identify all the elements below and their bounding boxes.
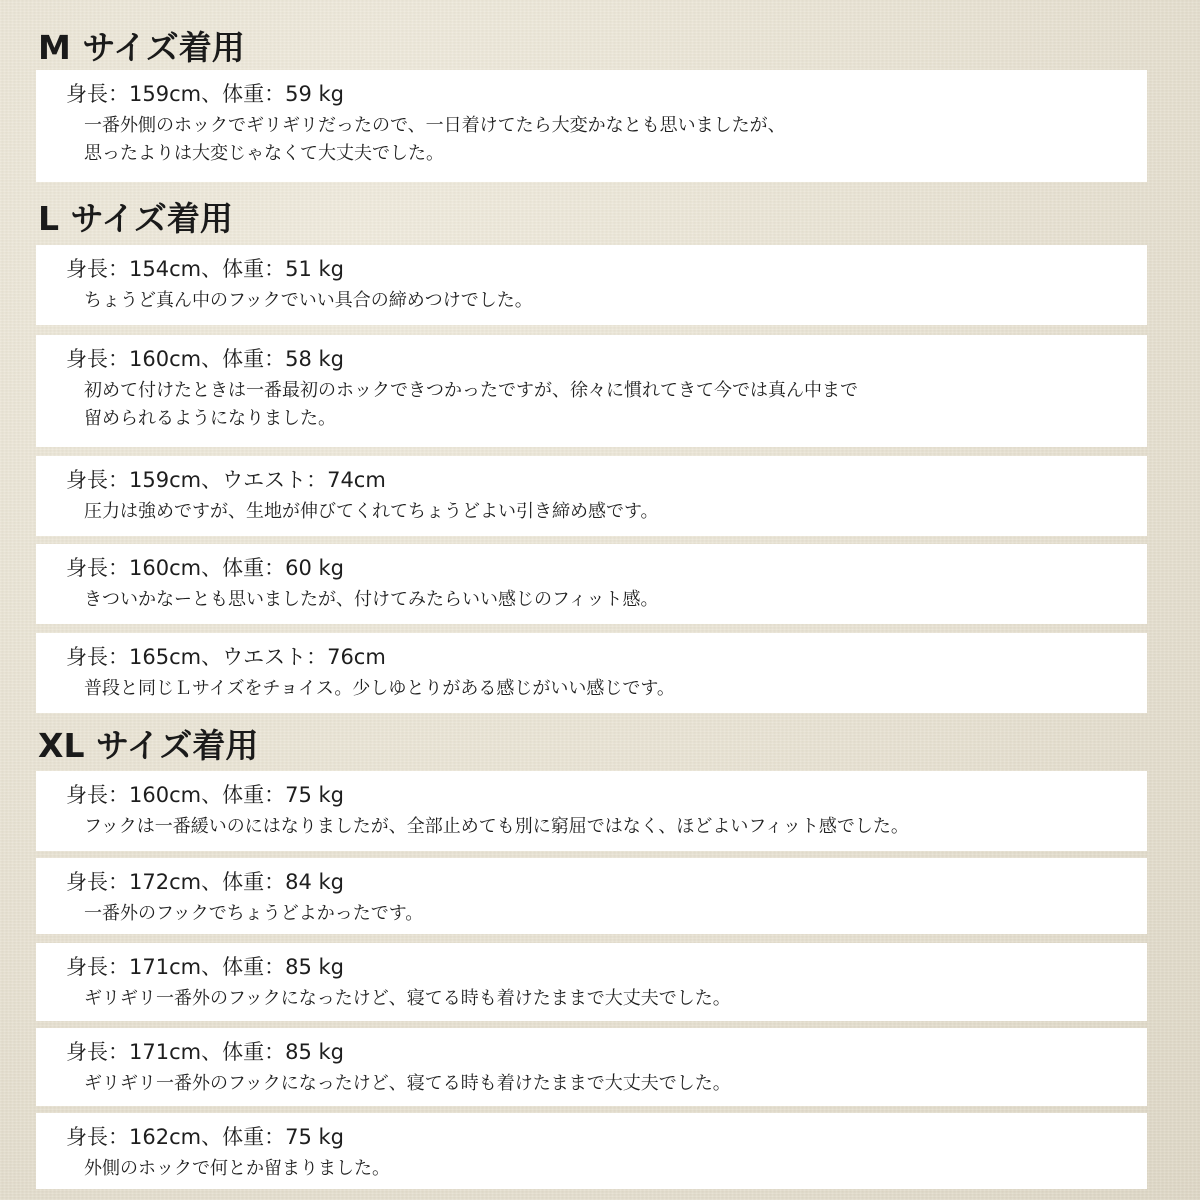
section-heading-xl: XL サイズ着用 [38, 726, 259, 765]
review-meta: 身長：160cm、体重：58 kg [66, 347, 344, 371]
review-meta: 身長：172cm、体重：84 kg [66, 870, 344, 894]
comment-line: 普段と同じＬサイズをチョイス。少しゆとりがある感じがいい感じです。 [84, 678, 675, 699]
comment-line: 外側のホックで何とか留まりました。 [84, 1158, 390, 1179]
review-card [36, 70, 1147, 182]
comment-line: 初めて付けたときは一番最初のホックできつかったですが、徐々に慣れてきて今では真ん中まで [84, 380, 858, 401]
review-meta: 身長：171cm、体重：85 kg [66, 955, 344, 979]
comment-line: 一番外のフックでちょうどよかったです。 [84, 903, 424, 924]
review-meta: 身長：154cm、体重：51 kg [66, 257, 344, 281]
comment-line: ギリギリ一番外のフックになったけど、寝てる時も着けたままで大丈夫でした。 [84, 1073, 731, 1094]
review-comment [66, 112, 1147, 168]
comment-line: ギリギリ一番外のフックになったけど、寝てる時も着けたままで大丈夫でした。 [84, 988, 731, 1009]
review-meta: 身長：171cm、体重：85 kg [66, 1040, 344, 1064]
review-comment [66, 586, 1147, 614]
review-meta: 身長：160cm、体重：60 kg [66, 556, 344, 580]
comment-line: フックは一番緩いのにはなりましたが、全部止めても別に窮屈ではなく、ほどよいフィット感でした。 [84, 816, 909, 837]
review-card [36, 544, 1147, 624]
review-card [36, 1113, 1147, 1189]
review-meta: 身長：159cm、体重：59 kg [66, 82, 344, 106]
comment-line: 圧力は強めですが、生地が伸びてくれてちょうどよい引き締め感です。 [84, 501, 659, 522]
section-heading-l: L サイズ着用 [38, 199, 233, 238]
comment-line: 留められるようになりました。 [84, 408, 336, 429]
review-meta: 身長：162cm、体重：75 kg [66, 1125, 344, 1149]
review-comment [66, 675, 1147, 703]
review-card [36, 245, 1147, 325]
review-comment [66, 900, 1147, 928]
review-meta: 身長：160cm、体重：75 kg [66, 783, 344, 807]
review-card [36, 771, 1147, 851]
review-card [36, 1028, 1147, 1106]
review-comment [66, 377, 1147, 433]
review-card [36, 858, 1147, 934]
review-comment [66, 498, 1147, 526]
review-card [36, 456, 1147, 536]
comment-line: 一番外側のホックでギリギリだったので、一日着けてたら大変かなとも思いましたが、 [84, 115, 786, 136]
comment-line: きついかなーとも思いましたが、付けてみたらいい感じのフィット感。 [84, 589, 659, 610]
review-comment [66, 1070, 1147, 1098]
review-comment [66, 1155, 1147, 1183]
review-card [36, 335, 1147, 447]
review-comment [66, 813, 1147, 841]
review-meta: 身長：159cm、ウエスト：74cm [66, 468, 386, 492]
review-comment [66, 287, 1147, 315]
comment-line: 思ったよりは大変じゃなくて大丈夫でした。 [84, 143, 444, 164]
comment-line: ちょうど真ん中のフックでいい具合の締めつけでした。 [84, 290, 533, 311]
review-meta: 身長：165cm、ウエスト：76cm [66, 645, 386, 669]
review-card [36, 633, 1147, 713]
section-heading-m: M サイズ着用 [38, 28, 245, 67]
review-comment [66, 985, 1147, 1013]
review-card [36, 943, 1147, 1021]
